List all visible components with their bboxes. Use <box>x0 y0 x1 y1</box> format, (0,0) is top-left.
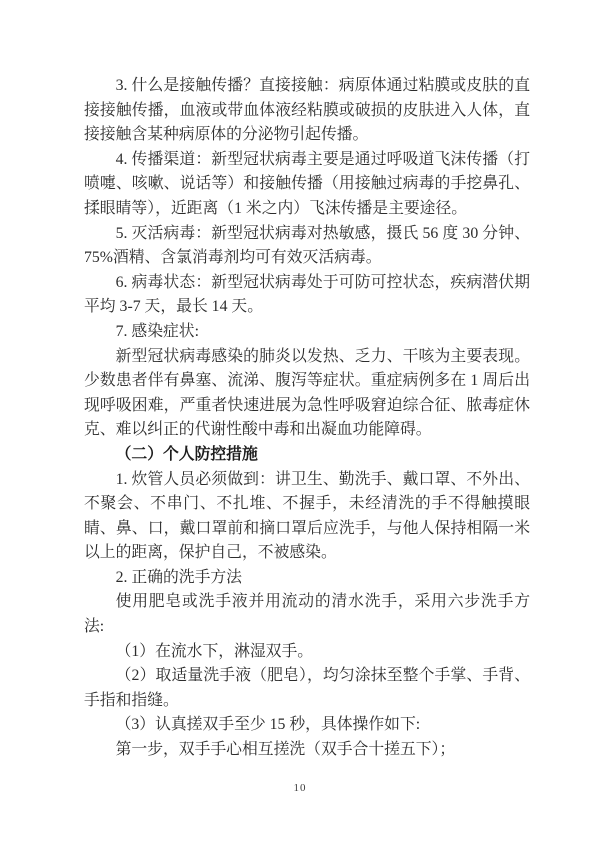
paragraph-transmission-channels: 4. 传播渠道：新型冠状病毒主要是通过呼吸道飞沫传播（打喷嚏、咳嗽、说话等）和接触传播（用接触过病毒的手挖鼻孔、揉眼睛等），近距离（1 米之内）飞沫传播是主要途径。 <box>84 150 530 217</box>
paragraph-handwashing-method-label: 2. 正确的洗手方法 <box>115 568 242 586</box>
page-footer <box>0 778 600 796</box>
paragraph-virus-status: 6. 病毒状态：新型冠状病毒处于可防可控状态，疾病潜伏期平均 3-7 天，最长 14 天。 <box>84 273 530 316</box>
paragraph-handwash-step-3: （3）认真搓双手至少 15 秒，具体操作如下: <box>115 716 421 734</box>
paragraph-virus-inactivation: 5. 灭活病毒：新型冠状病毒对热敏感，摄氏 56 度 30 分钟、75%酒精、含氯消毒剂均可有效灭活病毒。 <box>84 224 530 267</box>
paragraph-handwash-step-3-detail: 第一步，双手手心相互搓洗（双手合十搓五下）； <box>115 741 456 759</box>
paragraph-handwashing-intro: 使用肥皂或洗手液并用流动的清水洗手，采用六步洗手方法: <box>84 593 530 636</box>
paragraph-contact-transmission: 3. 什么是接触传播？直接接触：病原体通过粘膜或皮肤的直接接触传播，血液或带血体液经粘膜或破损的皮肤进入人体，直接接触含某种病原体的分泌物引起传播。 <box>84 77 530 144</box>
paragraph-handwash-step-2: （2）取适量洗手液（肥皂），均匀涂抹至整个手掌、手背、手指和指缝。 <box>84 667 530 709</box>
paragraph-infection-symptoms-label: 7. 感染症状: <box>115 322 199 340</box>
section-heading-personal-prevention: （二）个人防控措施 <box>115 445 258 463</box>
document-body <box>84 74 530 763</box>
page-number: 10 <box>293 782 307 794</box>
paragraph-handwash-step-1: （1）在流水下，淋湿双手。 <box>115 642 314 660</box>
paragraph-infection-symptoms-detail: 新型冠状病毒感染的肺炎以发热、乏力、干咳为主要表现。少数患者伴有鼻塞、流涕、腹泻等症状。重症病例多在 1 周后出现呼吸困难，严重者快速进展为急性呼吸窘迫综合征、脓毒症休克、难以纠正的代谢性酸中毒和出凝血功能障碍。 <box>84 347 530 439</box>
paragraph-staff-requirements: 1. 炊管人员必须做到：讲卫生、勤洗手、戴口罩、不外出、不聚会、不串门、不扎堆、不握手，未经清洗的手不得触摸眼睛、鼻、口，戴口罩前和摘口罩后应洗手，与他人保持相隔一米以上的距离，保护自己，不被感染。 <box>84 470 530 562</box>
